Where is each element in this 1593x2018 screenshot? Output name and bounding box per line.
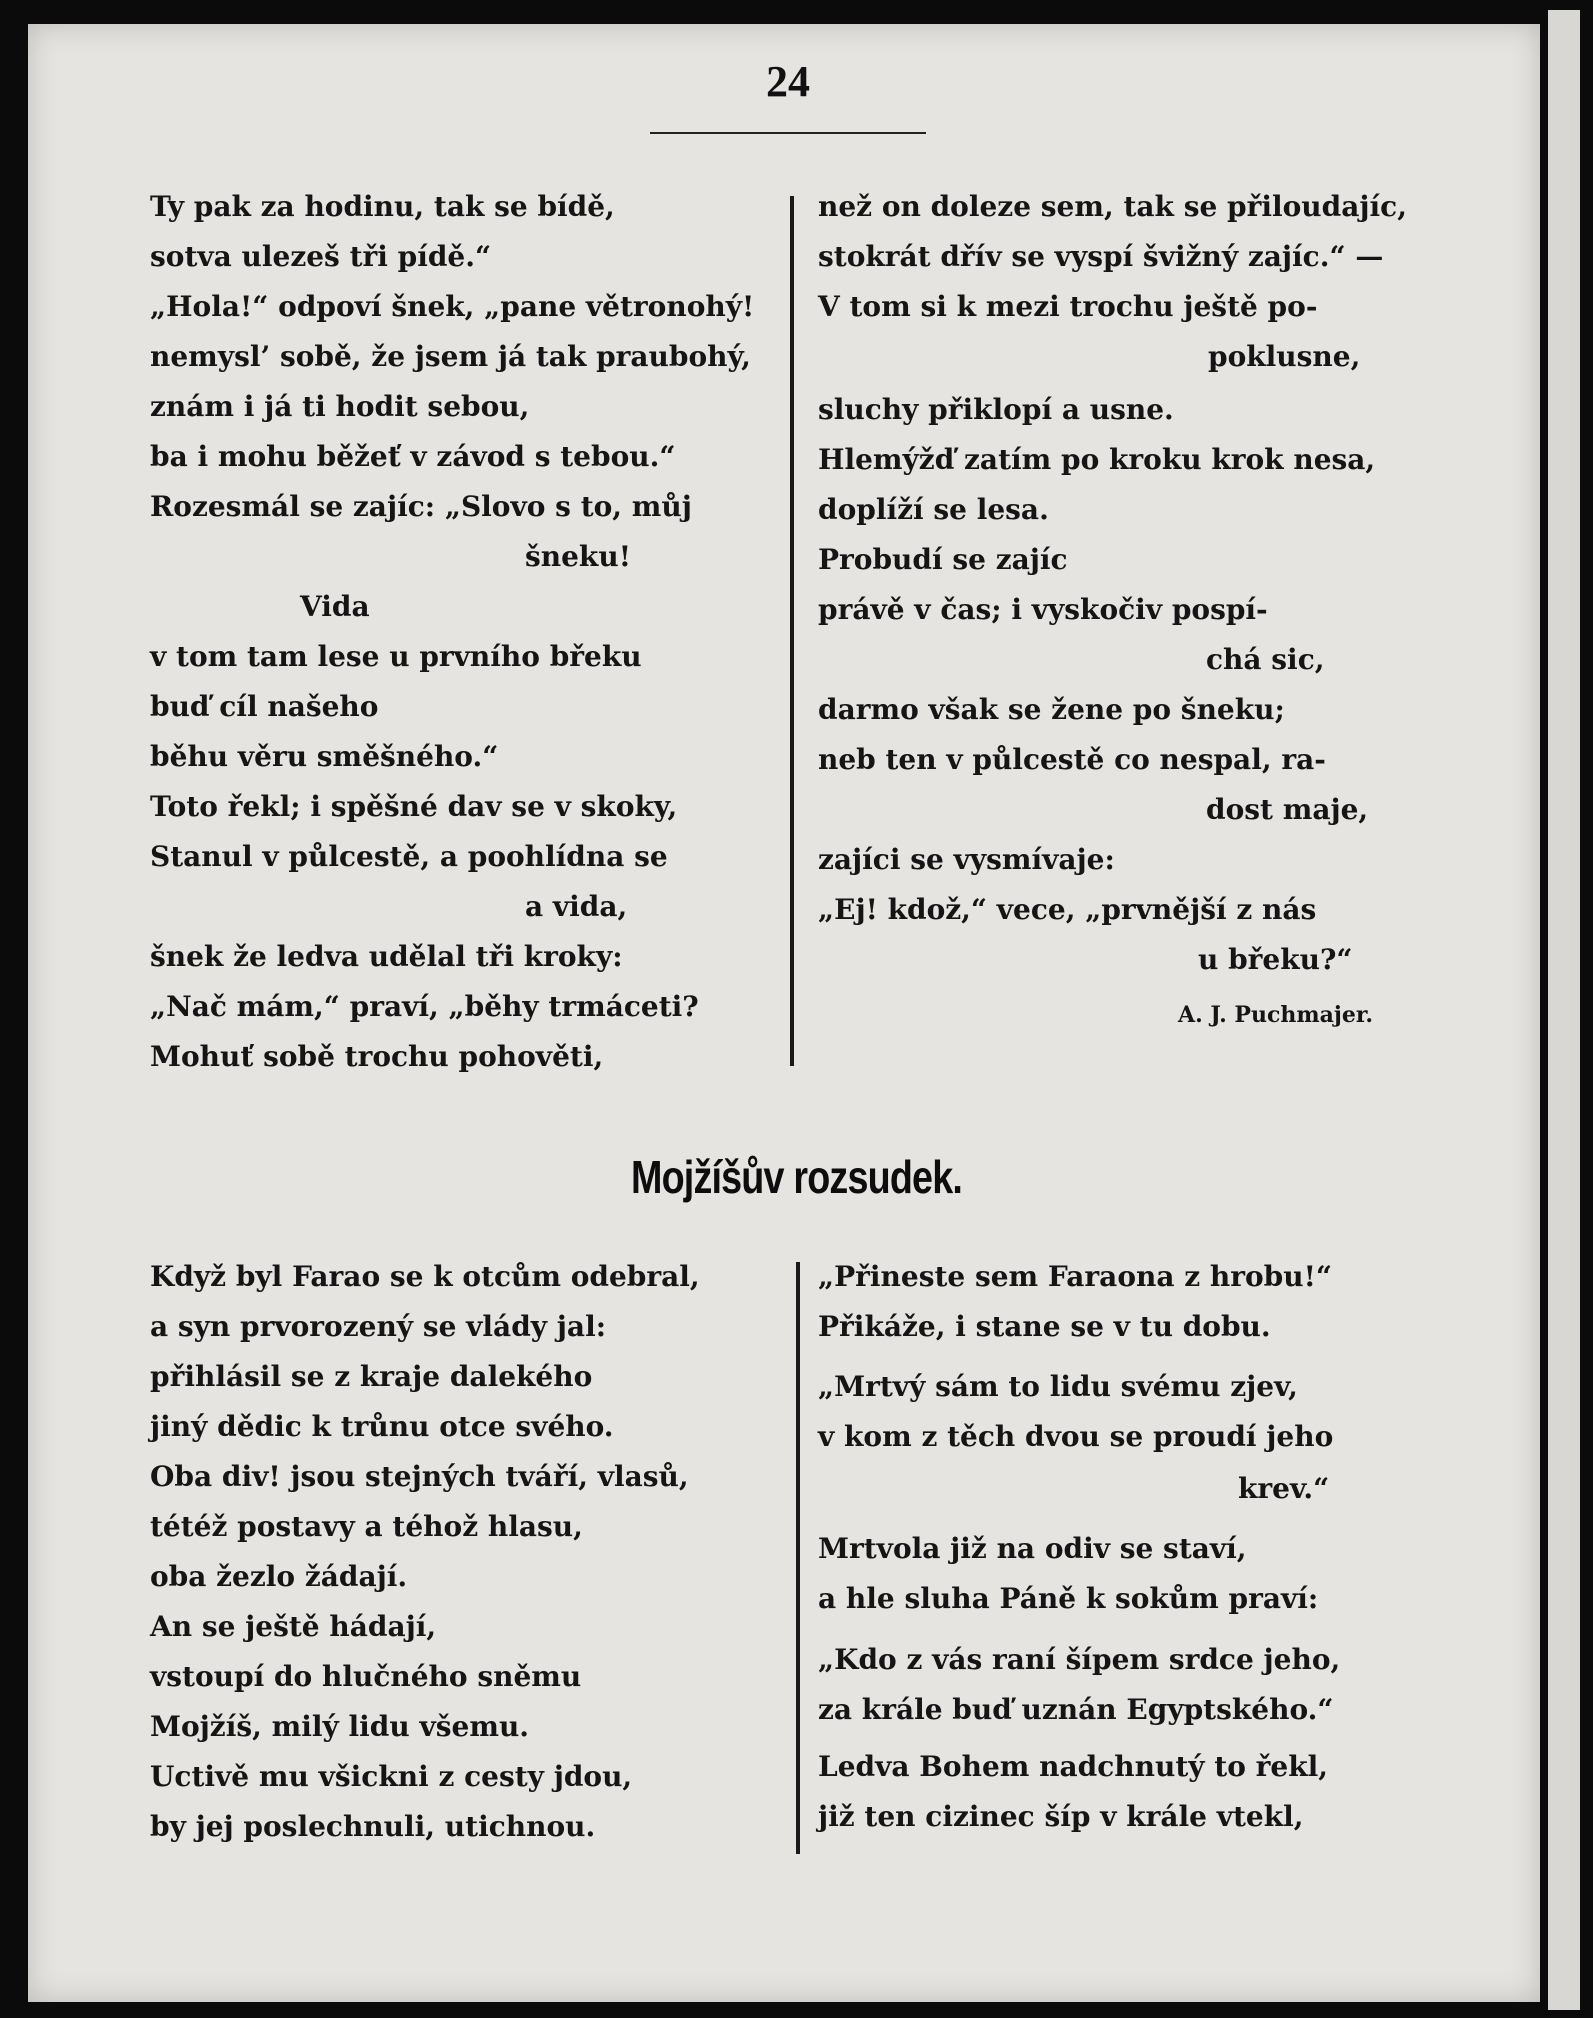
poem-line: za krále buď uznán Egyptského.“ xyxy=(818,1693,1334,1726)
poem-line: ba i mohu běžeť v závod s tebou.“ xyxy=(150,440,676,473)
poem-line: u břeku?“ xyxy=(1198,943,1353,976)
poem-line: „Nač mám,“ praví, „běhy trmáceti? xyxy=(150,990,699,1023)
poem-line: znám i já ti hodit sebou, xyxy=(150,390,530,423)
poem-line: Ty pak za hodinu, tak se bídě, xyxy=(150,190,615,223)
poem-line: chá sic, xyxy=(1206,643,1325,676)
poem-line: „Mrtvý sám to lidu svému zjev, xyxy=(818,1370,1298,1403)
poem-line: Mohuť sobě trochu pohověti, xyxy=(150,1040,604,1073)
page-edge xyxy=(1548,10,1580,2010)
poem-line: Oba div! jsou stejných tváří, vlasů, xyxy=(150,1460,689,1493)
poem-line: šnek že ledva udělal tři kroky: xyxy=(150,940,623,973)
poem-line: neb ten v půlcestě co nespal, ra- xyxy=(818,743,1326,776)
poem-line: běhu věru směšného.“ xyxy=(150,740,499,773)
poem-line: a hle sluha Páně k sokům praví: xyxy=(818,1582,1319,1615)
poem-line: buď cíl našeho xyxy=(150,690,379,723)
column-divider xyxy=(790,196,794,1066)
poem-line: šneku! xyxy=(525,540,631,573)
poem-line: poklusne, xyxy=(1208,340,1361,373)
poem-line: krev.“ xyxy=(1238,1472,1330,1505)
poem-line: než on doleze sem, tak se přiloudajíc, xyxy=(818,190,1407,223)
poem-line: Když byl Farao se k otcům odebral, xyxy=(150,1260,700,1293)
poem-line: Přikáže, i stane se v tu dobu. xyxy=(818,1310,1271,1343)
poem-line: „Ej! kdož,“ vece, „prvnější z nás xyxy=(818,893,1317,926)
poem-line: V tom si k mezi trochu ještě po- xyxy=(818,290,1318,323)
poem-line: by jej poslechnuli, utichnou. xyxy=(150,1810,596,1843)
poem-line: Mrtvola již na odiv se staví, xyxy=(818,1532,1247,1565)
column-divider xyxy=(796,1262,800,1854)
poem-line: v kom z těch dvou se proudí jeho xyxy=(818,1420,1334,1453)
poem-line: vstoupí do hlučného sněmu xyxy=(150,1660,582,1693)
poem-line: „Kdo z vás raní šípem srdce jeho, xyxy=(818,1643,1341,1676)
poem-line: právě v čas; i vyskočiv pospí- xyxy=(818,593,1268,626)
poem-line: a syn prvorozený se vlády jal: xyxy=(150,1310,607,1343)
poem-line: Mojžíš, milý lidu všemu. xyxy=(150,1710,530,1743)
poem-line: jiný dědic k trůnu otce svého. xyxy=(150,1410,614,1443)
poem-line: zajíci se vysmívaje: xyxy=(818,843,1115,876)
poem-line: Probudí se zajíc xyxy=(818,543,1068,576)
poem-line: sotva ulezeš tři pídě.“ xyxy=(150,240,492,273)
poem-line: Toto řekl; i spěšné dav se v skoky, xyxy=(150,790,678,823)
poem-title: Mojžíšův rozsudek. xyxy=(630,1151,963,1203)
poem-line: Rozesmál se zajíc: „Slovo s to, můj xyxy=(150,490,692,523)
poem-line: doplíží se lesa. xyxy=(818,493,1049,526)
poem-line: „Přineste sem Faraona z hrobu!“ xyxy=(818,1260,1333,1293)
poem-line: nemysl’ sobě, že jsem já tak praubohý, xyxy=(150,340,751,373)
poem-line: tétéž postavy a téhož hlasu, xyxy=(150,1510,583,1543)
page-number: 24 xyxy=(766,57,810,106)
poem-line: a vida, xyxy=(525,890,628,923)
poem-line: sluchy přiklopí a usne. xyxy=(818,393,1174,426)
poem-line: přihlásil se z kraje dalekého xyxy=(150,1360,593,1393)
poem-line: Vida xyxy=(300,590,370,623)
page-number-rule xyxy=(650,132,926,134)
poem-line: dost maje, xyxy=(1206,793,1369,826)
poem-line: oba žezlo žádají. xyxy=(150,1560,408,1593)
poem-line: darmo však se žene po šneku; xyxy=(818,693,1285,726)
poem-line: Stanul v půlcestě, a poohlídna se xyxy=(150,840,668,873)
poem-line: Hlemýžď zatím po kroku krok nesa, xyxy=(818,443,1376,476)
poem-line: v tom tam lese u prvního břeku xyxy=(150,640,642,673)
poem-line: stokrát dřív se vyspí švižný zajíc.“ — xyxy=(818,240,1384,273)
poem-line: Uctivě mu všickni z cesty jdou, xyxy=(150,1760,633,1793)
poem-line: An se ještě hádají, xyxy=(150,1610,437,1643)
poem-line: již ten cizinec šíp v krále vtekl, xyxy=(818,1800,1304,1833)
poem-line: Ledva Bohem nadchnutý to řekl, xyxy=(818,1750,1328,1783)
poem-signature: A. J. Puchmajer. xyxy=(1178,1002,1374,1028)
poem-line: „Hola!“ odpoví šnek, „pane větronohý! xyxy=(150,290,755,323)
